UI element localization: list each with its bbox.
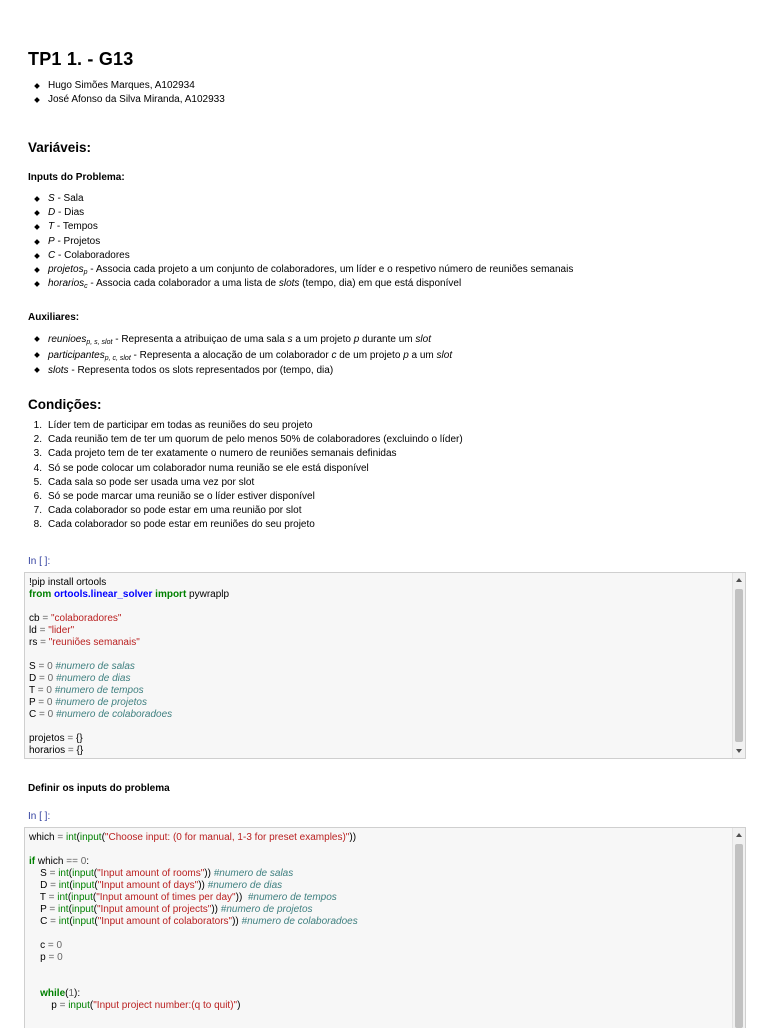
variable-symbol: P [48,235,55,247]
condition-number: 4. [33,462,42,474]
code-line [29,709,729,721]
variable-description: - Tempos [54,221,98,233]
code-line [29,745,729,757]
code-token: D [29,673,39,684]
code-token: int [58,880,70,891]
code-token: from [29,589,52,600]
variable-description: a um projeto [292,334,354,345]
code-token: ortools.linear_solver [54,589,153,600]
code-token: pywraplp [186,589,230,600]
inputs-list [28,192,728,291]
code-token: = [67,745,74,756]
variable-subscript: p, s, slot [86,339,113,346]
code-token: )) [349,832,357,843]
variable-description: - Representa a atribuiçao de uma sala [112,334,288,345]
code-token: ( [101,832,105,843]
code-token: "Input amount of rooms" [97,868,205,879]
code-token: == [66,856,78,867]
code-line [29,673,729,685]
code-token: = [39,709,45,720]
code-token: 0 [46,697,53,708]
code-token: "colaboradores" [50,613,122,624]
variable-emphasis: slot [436,349,453,361]
code-line [29,832,729,844]
variable-subscript: p, c, slot [104,354,131,362]
code-token: = [48,952,55,963]
code-cell-2-source[interactable] [29,832,729,1012]
condition-item [28,447,728,461]
code-token: #numero de dias [55,673,131,684]
variaveis-heading: Variáveis: [28,140,92,155]
code-line [29,661,729,673]
condition-text: Cada reunião tem de ter um quorum de pelo menos 50% de colaboradores (excluindo o líder) [48,434,463,446]
variable-description: - Associa cada projeto a um conjunto de colaboradores, um líder e o respetivo número de reuniões semanais [87,263,574,275]
code-token: while [40,988,66,999]
code-token: rs [29,637,41,648]
code-token: D [29,880,51,891]
code-token: p [29,1000,60,1011]
code-token: )) [211,904,219,915]
cell1-prompt: In [ ]: [28,556,51,567]
code-line [29,964,729,976]
condition-text: Cada projeto tem de ter exatamente o numero de reuniões semanais definidas [48,448,397,460]
variable-description: (tempo, dia) em que está disponível [299,278,462,290]
code-token: = [50,916,56,927]
code-line [29,721,729,733]
code-token: ( [69,916,73,927]
variable-emphasis: p [403,349,409,361]
code-token: input [72,868,94,879]
code-token: P [29,697,39,708]
code-line [29,601,729,613]
code-token: )) [235,892,243,903]
code-token: "Input project number:(q to quit)" [93,1000,238,1011]
code-token: S [29,661,39,672]
code-line [29,868,729,880]
code-token: p [29,952,49,963]
code-token [29,988,40,999]
author-item: Hugo Simões Marques, A102934 [28,79,728,93]
code-token: "Input amount of days" [97,880,199,891]
code-token: = [39,625,46,636]
code-line [29,940,729,952]
code-token: = [59,1000,66,1011]
code-token: = [57,832,64,843]
code-token: c [29,940,48,951]
condition-item [28,462,728,476]
variable-description: - Dias [55,207,85,219]
code-token: 0 [47,673,54,684]
variable-symbol: C [48,249,56,261]
code-line [29,976,729,988]
code-line [29,625,729,637]
code-token: ( [65,988,69,999]
code-token: = [37,685,44,696]
code-token: C [29,709,39,720]
code-token: {} [73,745,84,756]
code-token: input [72,916,95,927]
code-line [29,697,729,709]
code-token: import [155,589,187,600]
code-token: input [79,832,102,843]
code-cell-1-scrollbar[interactable] [732,573,745,758]
variable-item [28,235,728,249]
variable-item [28,348,728,364]
code-token: T [29,892,49,903]
code-token: "Choose input: (0 for manual, 1-3 for preset examples)" [104,832,350,843]
code-token: "Input amount of colaborators" [97,916,233,927]
scroll-thumb[interactable] [735,844,743,1028]
code-line [29,637,729,649]
scroll-thumb[interactable] [735,589,743,742]
code-token: ( [94,880,98,891]
code-token: int [58,868,69,879]
variable-emphasis: c [331,349,337,361]
code-token: : [86,856,90,867]
variable-item [28,249,728,263]
variable-item [28,206,728,220]
code-token: S [29,868,50,879]
variable-description: durante um [359,334,416,345]
condicoes-heading: Condições: [28,397,102,412]
variable-item [28,332,728,348]
code-token: #numero de colaboradoes [55,709,173,720]
variable-description: - Associa cada colaborador a uma lista de [87,278,279,290]
code-token: ld [29,625,40,636]
condition-text: Só se pode colocar um colaborador numa reunião se ele está disponível [48,462,369,474]
condition-number: 7. [33,505,42,517]
code-token: 0 [47,709,54,720]
section-heading: Definir os inputs do problema [28,783,170,794]
condition-number: 5. [33,476,42,488]
code-token: #numero de salas [213,868,294,879]
variable-symbol: T [48,221,55,233]
condition-number: 8. [33,519,42,531]
variable-emphasis: s [287,334,293,345]
code-token: P [29,904,50,915]
variable-description: a um [408,349,437,361]
variable-subscript: p [83,268,88,276]
code-line [29,613,729,625]
author-item: José Afonso da Silva Miranda, A102933 [28,93,728,107]
condition-number: 3. [33,448,42,460]
code-line [29,904,729,916]
code-line [29,649,729,661]
variable-description: - Representa a alocação de um colaborador [130,349,332,361]
code-token: #numero de projetos [220,904,313,915]
variable-symbol: D [48,207,56,219]
code-token: = [49,868,56,879]
code-token: "Input amount of times per day" [96,892,236,903]
code-token: ( [68,904,72,915]
variable-symbol: reunioes [48,334,87,345]
code-token: {} [73,733,83,744]
code-token: #numero de tempos [54,685,144,696]
variable-item [28,192,728,206]
scroll-up-icon[interactable] [736,578,742,582]
variable-description: - Representa todos os slots representados por (tempo, dia) [68,365,334,376]
code-token: 0 [80,856,87,867]
code-token: = [47,940,54,951]
variable-subscript: c [84,283,88,291]
code-token: )) [204,868,211,879]
condition-item [28,518,728,532]
variable-symbol: horarios [48,278,85,290]
code-token: )) [198,880,205,891]
variable-emphasis: slot [415,334,431,345]
code-token: int [58,904,69,915]
code-token: input [71,904,94,915]
condition-number: 6. [33,490,42,502]
code-token: #numero de salas [55,661,135,672]
condition-text: Cada sala so pode ser usada uma vez por slot [48,476,255,488]
code-token: #numero de colaboradoes [241,916,358,927]
code-line [29,892,729,904]
code-line [29,928,729,940]
code-line [29,685,729,697]
code-line [29,1000,729,1012]
code-token: = [67,733,74,744]
code-token: ( [92,892,97,903]
code-token: = [38,697,45,708]
condition-text: Líder tem de participar em todas as reuniões do seu projeto [48,420,313,431]
page-title: TP1 1. - G13 [28,49,134,69]
code-token: = [50,880,56,891]
code-token: = [40,637,46,648]
code-token: #numero de dias [207,880,283,891]
inputs-heading: Inputs do Problema: [28,172,125,183]
code-token: input [71,892,93,903]
code-token: C [29,916,51,927]
code-token: horarios [29,745,68,756]
code-line [29,844,729,856]
variable-symbol: projetos [48,263,84,275]
code-token: = [49,904,56,915]
code-token: = [48,892,55,903]
code-token: ) [237,1000,241,1011]
condition-number: 2. [33,434,42,446]
code-cell-2-scrollbar[interactable] [732,828,745,1028]
code-token: input [68,1000,90,1011]
condition-text: Cada colaborador so pode estar em reuniões do seu projeto [48,519,315,531]
code-line [29,856,729,868]
code-token: ( [68,868,73,879]
code-cell-1-source[interactable] [29,577,729,757]
code-token: !pip install ortools [29,577,107,588]
variable-item [28,363,728,379]
code-token: ): [74,988,81,999]
code-token: "Input amount of projects" [96,904,212,915]
code-line [29,988,729,1000]
condition-number: 1. [33,420,42,431]
code-token: )) [232,916,239,927]
code-token: ( [94,916,98,927]
code-token: "lider" [48,625,75,636]
code-cell-1[interactable] [24,572,746,759]
condition-item [28,433,728,447]
variable-item [28,220,728,234]
code-cell-2[interactable] [24,827,746,1028]
condition-text: Cada colaborador so pode estar em uma reunião por slot [48,505,302,517]
variable-description: - Projetos [54,235,101,247]
condicoes-list [28,419,728,533]
code-token: ( [67,892,72,903]
code-token: = [38,661,45,672]
code-token: 0 [47,661,53,672]
condition-item [28,419,728,433]
code-token: which [29,832,58,843]
condition-item [28,504,728,518]
auxiliares-list [28,332,728,379]
condition-text: Só se pode marcar uma reunião se o líder estiver disponível [48,490,315,502]
code-token: ( [93,904,97,915]
condition-item [28,476,728,490]
code-line [29,589,729,601]
code-line [29,952,729,964]
code-line [29,916,729,928]
code-token: 0 [46,685,52,696]
code-token: 1 [68,988,75,999]
code-line [29,577,729,589]
code-token: #numero de tempos [247,892,337,903]
code-token: int [58,916,70,927]
scroll-up-icon[interactable] [736,833,742,837]
code-line [29,880,729,892]
cell2-prompt: In [ ]: [28,811,51,822]
code-token: if [29,856,36,867]
code-token: which [35,856,67,867]
condition-item [28,490,728,504]
code-token: input [72,880,95,891]
code-token: = [42,613,49,624]
code-token: ( [69,880,73,891]
variable-description: de um projeto [336,349,404,361]
scroll-down-icon[interactable] [736,749,742,753]
variable-description: - Sala [54,193,84,204]
code-token: #numero de projetos [55,697,147,708]
code-token: int [65,832,77,843]
variable-symbol: S [48,193,55,204]
code-token: projetos [29,733,68,744]
code-token: 0 [56,940,63,951]
variable-description: - Colaboradores [55,249,130,261]
code-token: ( [89,1000,94,1011]
code-token: int [57,892,68,903]
variable-symbol: slots [48,365,69,376]
auxiliares-heading: Auxiliares: [28,312,80,323]
variable-item [28,277,728,291]
variable-emphasis: slots [278,278,300,290]
variable-emphasis: p [353,334,360,345]
code-token: cb [29,613,43,624]
code-line [29,733,729,745]
code-token: ( [93,868,98,879]
code-token: ( [76,832,80,843]
code-token: T [29,685,38,696]
code-token: "reuniões semanais" [48,637,140,648]
variable-item [28,263,728,277]
variable-symbol: participantes [48,349,105,361]
code-token: 0 [57,952,63,963]
authors-list [28,79,728,107]
code-token: = [39,673,45,684]
